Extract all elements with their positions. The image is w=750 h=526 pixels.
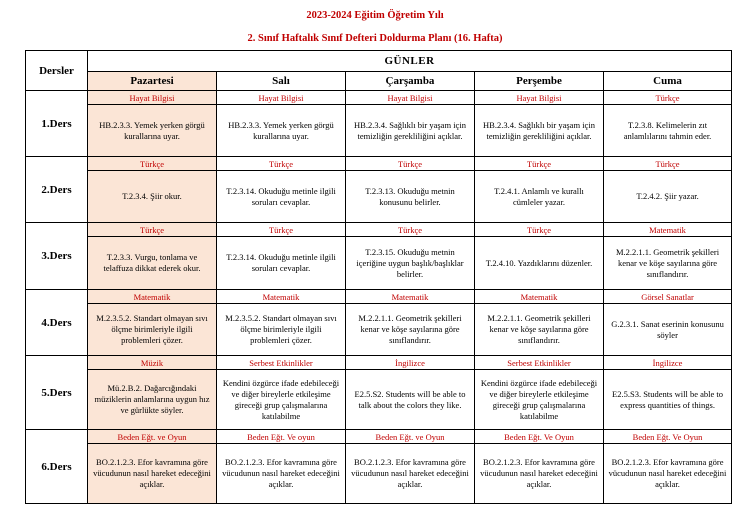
topic-cell: M.2.2.1.1. Geometrik şekilleri kenar ve köşe sayılarına göre sınıflandırır. <box>475 304 604 356</box>
subject-cell: Hayat Bilgisi <box>346 91 475 105</box>
lesson-label: 4.Ders <box>26 290 88 356</box>
lesson-label: 3.Ders <box>26 223 88 290</box>
lesson-label: 5.Ders <box>26 356 88 430</box>
subject-cell: Türkçe <box>604 91 732 105</box>
document-subtitle: 2. Sınıf Haftalık Sınıf Defteri Doldurma Planı (16. Hafta) <box>247 33 503 44</box>
subject-cell: Türkçe <box>346 223 475 237</box>
topic-cell: Kendini özgürce ifade edebileceği ve diğer bireylerle etkileşime gireceği grup çalışmalarına katılabilme <box>475 370 604 430</box>
topic-cell: M.2.2.1.1. Geometrik şekilleri kenar ve köşe sayılarına göre sınıflandırır. <box>604 237 732 290</box>
subject-cell: Hayat Bilgisi <box>217 91 346 105</box>
lesson-label: 1.Ders <box>26 91 88 157</box>
document-title: 2023-2024 Eğitim Öğretim Yılı <box>306 10 444 21</box>
topic-cell: BO.2.1.2.3. Efor kavramına göre vücudunun nasıl hareket edeceğini açıklar. <box>604 444 732 504</box>
subject-cell: İngilizce <box>346 356 475 370</box>
lesson-label: 6.Ders <box>26 430 88 504</box>
subject-cell: Matematik <box>475 290 604 304</box>
topic-cell: BO.2.1.2.3. Efor kavramına göre vücudunun nasıl hareket edeceğini açıklar. <box>475 444 604 504</box>
topic-cell: M.2.3.5.2. Standart olmayan sıvı ölçme birimleriyle ilgili problemleri çözer. <box>88 304 217 356</box>
topic-cell: T.2.4.1. Anlamlı ve kurallı cümleler yazar. <box>475 171 604 223</box>
subject-cell: Türkçe <box>475 157 604 171</box>
subject-cell: Türkçe <box>346 157 475 171</box>
subject-cell: Serbest Etkinlikler <box>217 356 346 370</box>
topic-cell: T.2.4.2. Şiir yazar. <box>604 171 732 223</box>
topic-cell: M.2.2.1.1. Geometrik şekilleri kenar ve köşe sayılarına göre sınıflandırır. <box>346 304 475 356</box>
subject-cell: Beden Eğt. Ve oyun <box>217 430 346 444</box>
topic-cell: T.2.3.8. Kelimelerin zıt anlamlılarını tahmin eder. <box>604 105 732 157</box>
subject-cell: Matematik <box>604 223 732 237</box>
topic-cell: T.2.3.14. Okuduğu metinle ilgili soruları cevaplar. <box>217 237 346 290</box>
subject-cell: Matematik <box>217 290 346 304</box>
topic-cell: HB.2.3.4. Sağlıklı bir yaşam için temizliğin gerekliliğini açıklar. <box>346 105 475 157</box>
day-header: Pazartesi <box>88 72 217 91</box>
topic-cell: HB.2.3.3. Yemek yerken görgü kurallarına uyar. <box>217 105 346 157</box>
topic-cell: G.2.3.1. Sanat eserinin konusunu söyler <box>604 304 732 356</box>
day-header: Perşembe <box>475 72 604 91</box>
topic-cell: T.2.3.4. Şiir okur. <box>88 171 217 223</box>
weekly-plan-table <box>25 50 732 504</box>
gunler-header: GÜNLER <box>88 51 732 72</box>
topic-cell: T.2.3.13. Okuduğu metnin konusunu belirler. <box>346 171 475 223</box>
topic-cell: T.2.3.3. Vurgu, tonlama ve telaffuza dikkat ederek okur. <box>88 237 217 290</box>
topic-cell: E2.5.S2. Students will be able to talk about the colors they like. <box>346 370 475 430</box>
subject-cell: Beden Eğt. Ve Oyun <box>475 430 604 444</box>
topic-cell: BO.2.1.2.3. Efor kavramına göre vücudunun nasıl hareket edeceğini açıklar. <box>346 444 475 504</box>
subject-cell: Beden Eğt. ve Oyun <box>346 430 475 444</box>
topic-cell: T.2.3.15. Okuduğu metnin içeriğine uygun başlık/başlıklar belirler. <box>346 237 475 290</box>
topic-cell: Kendini özgürce ifade edebileceği ve diğer bireylerle etkileşime gireceği grup çalışmalarına katılabilme <box>217 370 346 430</box>
subject-cell: Görsel Sanatlar <box>604 290 732 304</box>
topic-cell: E2.5.S3. Students will be able to express quantities of things. <box>604 370 732 430</box>
subject-cell: Türkçe <box>217 157 346 171</box>
topic-cell: BO.2.1.2.3. Efor kavramına göre vücudunun nasıl hareket edeceğini açıklar. <box>217 444 346 504</box>
subject-cell: Hayat Bilgisi <box>88 91 217 105</box>
subject-cell: Serbest Etkinlikler <box>475 356 604 370</box>
topic-cell: M.2.3.5.2. Standart olmayan sıvı ölçme birimleriyle ilgili problemleri çözer. <box>217 304 346 356</box>
subject-cell: Müzik <box>88 356 217 370</box>
subject-cell: Türkçe <box>475 223 604 237</box>
subject-cell: Türkçe <box>604 157 732 171</box>
day-header: Cuma <box>604 72 732 91</box>
lesson-label: 2.Ders <box>26 157 88 223</box>
topic-cell: HB.2.3.3. Yemek yerken görgü kurallarına uyar. <box>88 105 217 157</box>
topic-cell: HB.2.3.4. Sağlıklı bir yaşam için temizliğin gerekliliğini açıklar. <box>475 105 604 157</box>
subject-cell: Türkçe <box>88 223 217 237</box>
subject-cell: İngilizce <box>604 356 732 370</box>
subject-cell: Matematik <box>88 290 217 304</box>
subject-cell: Hayat Bilgisi <box>475 91 604 105</box>
subject-cell: Beden Eğt. Ve Oyun <box>604 430 732 444</box>
day-header: Çarşamba <box>346 72 475 91</box>
topic-cell: Mü.2.B.2. Dağarcığındaki müziklerin anlamlarına uygun hız ve gürlükte söyler. <box>88 370 217 430</box>
topic-cell: BO.2.1.2.3. Efor kavramına göre vücudunun nasıl hareket edeceğini açıklar. <box>88 444 217 504</box>
subject-cell: Türkçe <box>88 157 217 171</box>
subject-cell: Türkçe <box>217 223 346 237</box>
topic-cell: T.2.4.10. Yazdıklarını düzenler. <box>475 237 604 290</box>
subject-cell: Beden Eğt. ve Oyun <box>88 430 217 444</box>
topic-cell: T.2.3.14. Okuduğu metinle ilgili soruları cevaplar. <box>217 171 346 223</box>
day-header: Salı <box>217 72 346 91</box>
dersler-header: Dersler <box>26 51 88 91</box>
subject-cell: Matematik <box>346 290 475 304</box>
